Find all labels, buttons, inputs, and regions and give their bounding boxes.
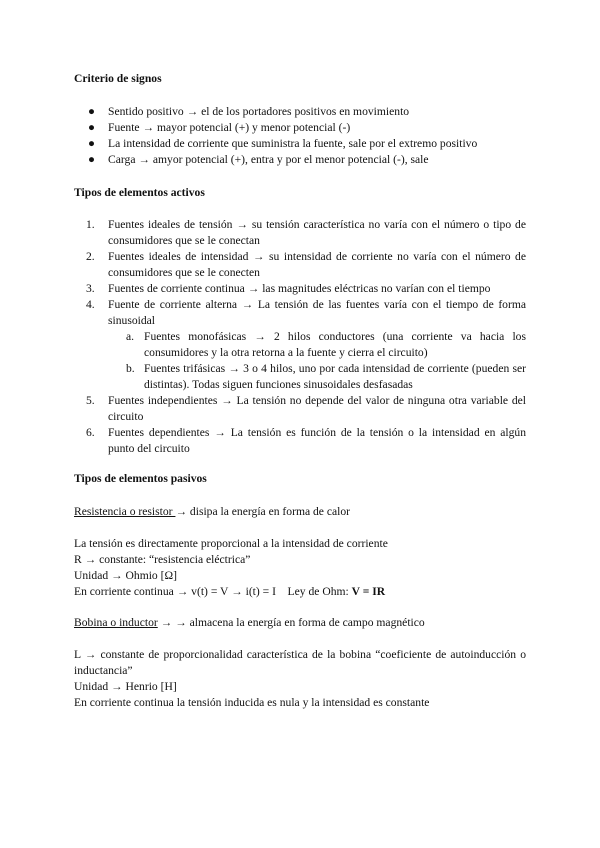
bullet-marker: ●	[88, 105, 96, 118]
resistor-line-2: R → constante: “resistencia eléctrica”	[74, 553, 251, 566]
bobina-term: Bobina o inductor	[74, 616, 158, 629]
resistor-definition: → disipa la energía en forma de calor	[175, 505, 351, 518]
list-item: ● Carga → amyor potencial (+), entra y por el menor potencial (-), sale	[88, 153, 429, 166]
resistor-line-4: En corriente continua → v(t) = V → i(t) = I Ley de Ohm: V = IR	[74, 585, 386, 598]
bobina-line-2: Unidad → Henrio [H]	[74, 680, 177, 693]
bullet-marker: ●	[88, 137, 96, 150]
list-item: 1. Fuentes ideales de tensión → su tensión característica no varía con el número o tipo de consumidores que se le conectan	[86, 218, 526, 247]
list-item: 5. Fuentes independientes → La tensión no depende del valor de ninguna otra variable del circuito	[86, 394, 526, 423]
list-letter: a.	[126, 330, 135, 343]
resistor-details	[74, 536, 526, 600]
numbered-list-activos	[74, 217, 526, 457]
sub-list-item: b. Fuentes trifásicas → 3 o 4 hilos, uno por cada intensidad de corriente (pueden ser distintas). Todas siguen funciones sinusoidales desfasadas	[126, 362, 526, 391]
list-item: ● La intensidad de corriente que suministra la fuente, sale por el extremo positivo	[88, 137, 478, 150]
resistor-line-1: La tensión es directamente proporcional a la intensidad de corriente	[74, 537, 388, 550]
heading-pasivos: Tipos de elementos pasivos	[74, 472, 207, 485]
list-number: 3.	[86, 282, 95, 295]
sub-list-item: a. Fuentes monofásicas → 2 hilos conductores (una corriente va hacia los consumidores y la otra retorna a la fuente y cierra el circuito)	[126, 330, 526, 359]
ohm-law-formula: V = IR	[351, 585, 386, 598]
heading-activos: Tipos de elementos activos	[74, 186, 205, 199]
list-item: ● Fuente → mayor potencial (+) y menor potencial (-)	[88, 121, 351, 134]
bobina-definition: → → almacena la energía en forma de campo magnético	[157, 616, 425, 629]
list-item: 6. Fuentes dependientes → La tensión es función de la tensión o la intensidad en algún punto del circuito	[86, 426, 526, 455]
heading-criterio: Criterio de signos	[74, 72, 162, 85]
list-number: 2.	[86, 250, 95, 263]
list-item: 2. Fuentes ideales de intensidad → su intensidad de corriente no varía con el número de consumidores que se le conecten	[86, 250, 526, 279]
resistor-line-3: Unidad → Ohmio [Ω]	[74, 569, 177, 582]
list-number: 1.	[86, 218, 95, 231]
list-number: 5.	[86, 394, 95, 407]
list-item: ● Sentido positivo → el de los portadores positivos en movimiento	[88, 105, 410, 118]
list-letter: b.	[126, 362, 135, 375]
bullet-list-criterio	[74, 104, 526, 168]
list-item: 3. Fuentes de corriente continua → las magnitudes eléctricas no varían con el tiempo	[86, 282, 491, 295]
bobina-line-1: L → constante de proporcionalidad característica de la bobina “coeficiente de autoinducción o inductancia”	[74, 648, 526, 677]
list-number: 4.	[86, 298, 95, 311]
list-item: 4. Fuente de corriente alterna → La tensión de las fuentes varía con el tiempo de forma sinusoidal	[86, 298, 526, 327]
resistor-title-line	[74, 504, 526, 520]
list-number: 6.	[86, 426, 95, 439]
bobina-title-line	[74, 615, 526, 631]
resistor-term: Resistencia o resistor	[74, 505, 176, 518]
bobina-details	[74, 647, 526, 711]
bobina-line-3: En corriente continua la tensión inducida es nula y la intensidad es constante	[74, 696, 430, 709]
bullet-marker: ●	[88, 121, 96, 134]
bullet-marker: ●	[88, 153, 96, 166]
